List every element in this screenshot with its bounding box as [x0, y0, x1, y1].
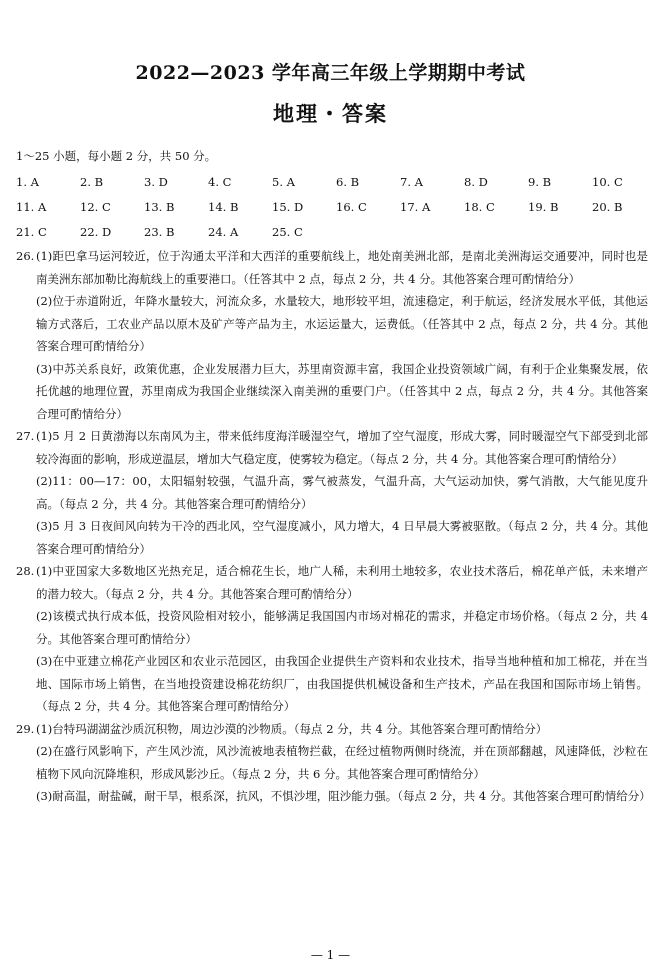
mc-answer: 5. A: [272, 175, 295, 189]
answer-part: (2)在盛行风影响下，产生风沙流，风沙流被地表植物拦截，在经过植物两侧时绕流，并在顶部翻越，风速降低，沙粒在植物下风向沉降堆积，形成风影沙丘。（每点 2 分，共 6 分。其他答案合理可酌情给分）: [36, 744, 648, 781]
mc-answer: 23. B: [144, 225, 175, 239]
question-number: 26.: [16, 249, 35, 263]
mc-answer: 19. B: [528, 200, 559, 214]
answer-part: (3)中苏关系良好，政策优惠，企业发展潜力巨大，苏里南资源丰富，我国企业投资领域广阔，有利于企业集聚发展，依托优越的地理位置，苏里南成为我国企业继续深入南美洲的重要门户。（任答其中 2 点，每点 2 分，共 4 分。其他答案合理可酌情给分）: [36, 361, 648, 421]
mc-answer: 25. C: [272, 225, 303, 239]
free-response-answers: [16, 245, 651, 808]
page-title: 2022—2023 学年高三年级上学期期中考试: [135, 62, 526, 84]
mc-answer: 2. B: [80, 175, 104, 189]
mc-answer: 15. D: [272, 200, 304, 214]
mc-answer: 22. D: [80, 225, 112, 239]
mc-answer: 12. C: [80, 200, 111, 214]
answer-part: (3)耐高温，耐盐碱，耐干旱，根系深，抗风，不惧沙埋，阻沙能力强。（每点 2 分，共 4 分。其他答案合理可酌情给分）: [36, 789, 651, 803]
page-subtitle: 地理・答案: [273, 101, 388, 126]
page-number: — 1 —: [310, 948, 351, 962]
mc-answer: 17. A: [400, 200, 431, 214]
answer-part: (1)中亚国家大多数地区光热充足，适合棉花生长，地广人稀，未利用土地较多，农业技术落后，棉花单产低，未来增产的潜力较大。（每点 2 分，共 4 分。其他答案合理可酌情给分）: [36, 564, 648, 601]
answer-part: (1)台特玛湖湖盆沙质沉积物，周边沙漠的沙物质。（每点 2 分，共 4 分。其他答案合理可酌情给分）: [36, 721, 548, 736]
mc-answer: 10. C: [592, 175, 623, 189]
answer-part: (2)位于赤道附近，年降水量较大，河流众多，水量较大，地形较平坦，流速稳定，利于航运，经济发展水平低，其他运输方式落后，工农业产品以原木及矿产等产品为主，水运运量大，运费低。（任答其中 2 点，每点 2 分，共 4 分。其他答案合理可酌情给分）: [36, 294, 648, 353]
mc-answer: 3. D: [144, 175, 168, 189]
mc-answer: 1. A: [16, 175, 39, 189]
answer-part: (3)在中亚建立棉花产业园区和农业示范园区，由我国企业提供生产资料和农业技术，指导当地种植和加工棉花，并在当地、国际市场上销售，在当地投资建设棉花纺织厂，由我国提供机械设备和生产技术，产品在我国和国际市场上销售。（每点 2 分，共 4 分。其他答案合理可酌情给分）: [36, 654, 648, 713]
mc-answer: 7. A: [400, 175, 423, 189]
answer-part: (2)11：00—17：00，太阳辐射较强，气温升高，雾气被蒸发，气温升高，大气运动加快，雾气消散，大气能见度升高。（每点 2 分，共 4 分。其他答案合理可酌情给分）: [36, 474, 648, 511]
question-29: [16, 718, 651, 808]
mc-answer: 21. C: [16, 225, 47, 239]
multiple-choice-intro: 1～25 小题，每小题 2 分，共 50 分。: [16, 149, 217, 163]
mc-answer: 20. B: [592, 200, 623, 214]
mc-answer: 14. B: [208, 200, 239, 214]
multiple-choice-answer-grid: [16, 173, 656, 241]
answer-part: (1)5 月 2 日黄渤海以东南风为主，带来低纬度海洋暖湿空气，增加了空气湿度，形成大雾，同时暖湿空气下部受到北部较冷海面的影响，形成逆温层，增加大气稳定度，使雾较为稳定。（每点 2 分，共 4 分。其他答案合理可酌情给分）: [36, 429, 648, 466]
mc-answer: 4. C: [208, 175, 232, 189]
mc-answer: 8. D: [464, 175, 488, 189]
question-26: [16, 245, 648, 425]
mc-answer: 6. B: [336, 175, 360, 189]
mc-answer: 18. C: [464, 200, 495, 214]
answer-part: (2)该模式执行成本低，投资风险相对较小，能够满足我国国内市场对棉花的需求，并稳定市场价格。（每点 2 分，共 4 分。其他答案合理可酌情给分）: [36, 609, 648, 646]
mc-answer: 11. A: [16, 200, 47, 214]
question-28: [16, 560, 648, 718]
mc-answer: 24. A: [208, 225, 239, 239]
answer-part: (3)5 月 3 日夜间风向转为干冷的西北风，空气湿度减小，风力增大，4 日早晨大雾被驱散。（每点 2 分，共 4 分。其他答案合理可酌情给分）: [36, 519, 648, 556]
question-27: [16, 425, 648, 560]
question-number: 29.: [16, 721, 35, 736]
mc-answer: 9. B: [528, 175, 552, 189]
mc-answer: 16. C: [336, 200, 367, 214]
question-number: 27.: [16, 429, 35, 443]
answer-part: (1)距巴拿马运河较近，位于沟通太平洋和大西洋的重要航线上，地处南美洲北部，是南北美洲海运交通要冲，同时也是南美洲东部加勒比海航线上的重要港口。（任答其中 2 点，每点 2 分，共 4 分。其他答案合理可酌情给分）: [36, 249, 648, 286]
mc-answer: 13. B: [144, 200, 175, 214]
question-number: 28.: [16, 564, 35, 578]
